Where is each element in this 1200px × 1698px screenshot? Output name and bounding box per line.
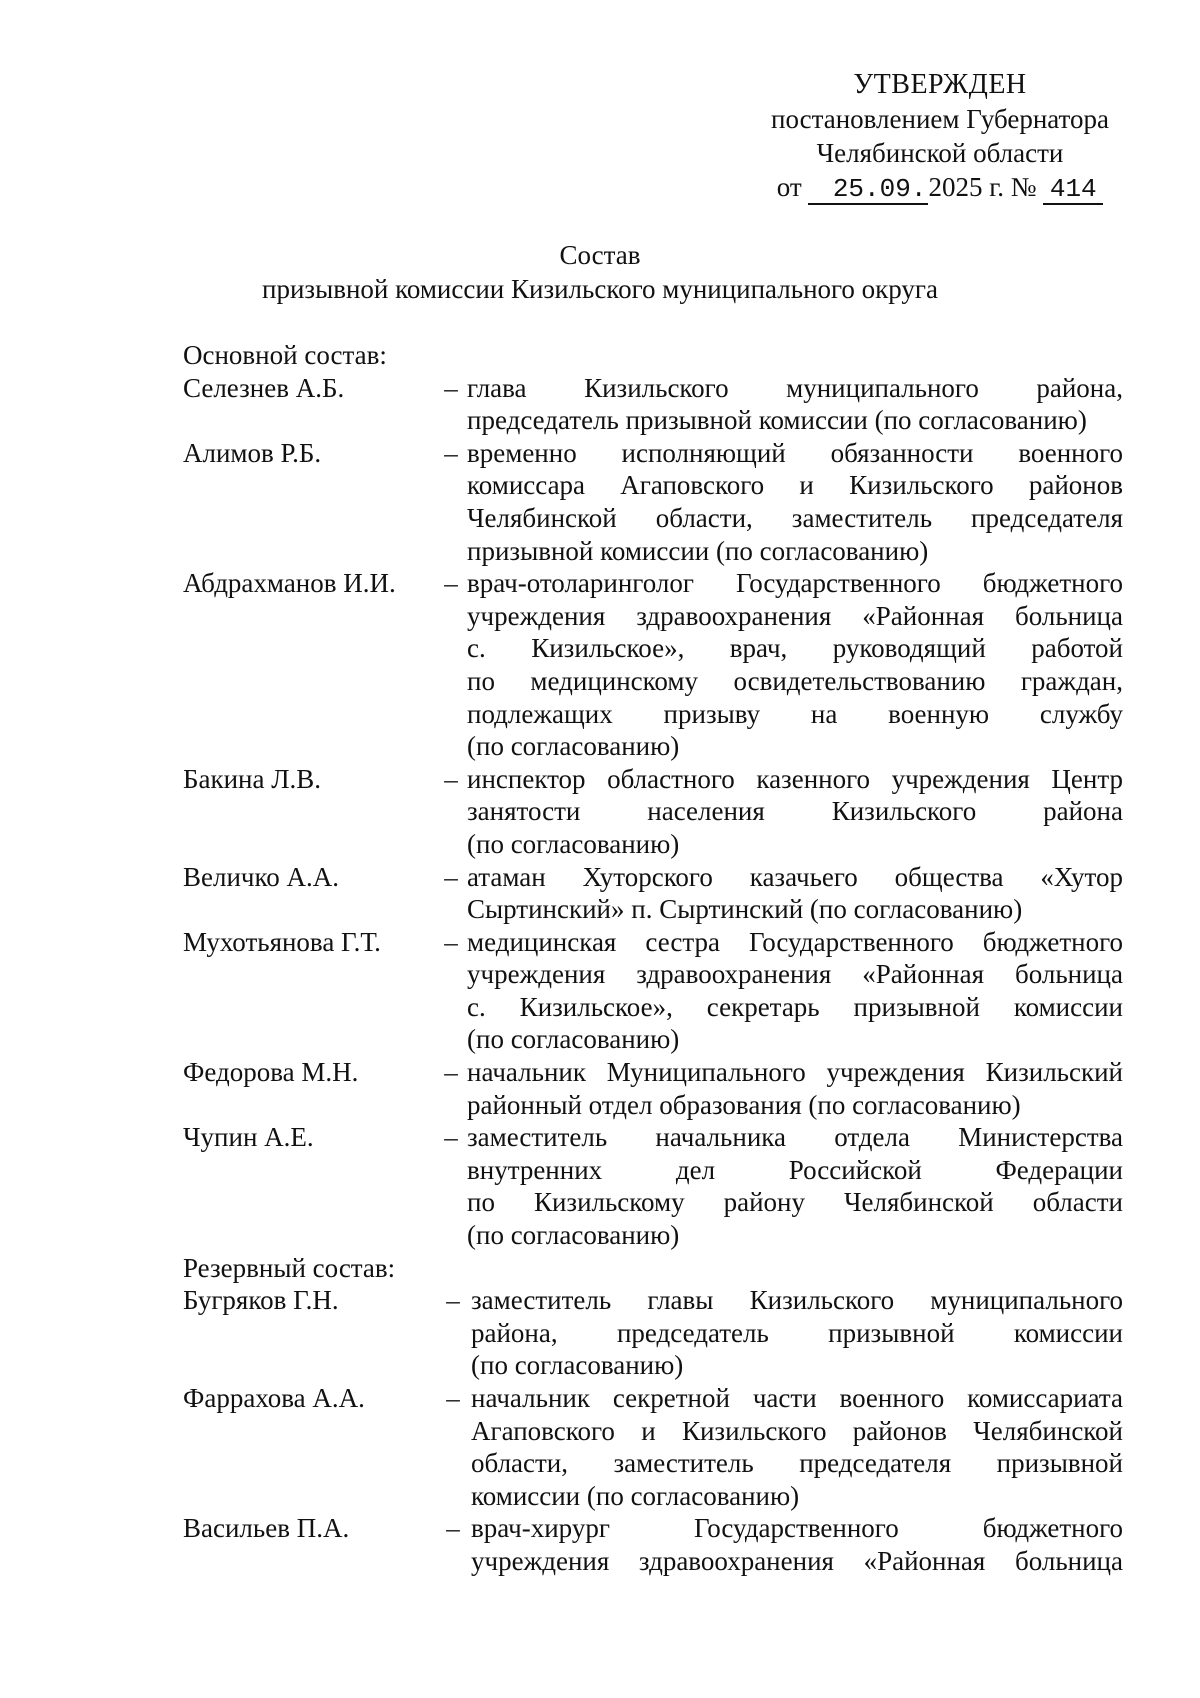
member-dash: –	[444, 568, 458, 599]
commission-list	[183, 339, 1123, 1578]
member-dash: –	[444, 861, 458, 892]
member-position	[467, 437, 1123, 567]
document-subtitle: призывной комиссии Кизильского муниципального округа	[262, 274, 938, 304]
member-name: Абдрахманов И.И.	[183, 568, 396, 599]
member-dash: –	[444, 437, 458, 468]
member-position-line: по Кизильскому району Челябинской области	[467, 1187, 1123, 1218]
member-position-line: начальник секретной части военного комиссариата	[471, 1383, 1123, 1413]
member-position-line: (по согласованию)	[467, 1024, 680, 1055]
member-position	[467, 1056, 1123, 1121]
member-position-line: атаман Хуторского казачьего общества «Хутор	[467, 861, 1123, 892]
member-position-line: по медицинскому освидетельствованию граждан,	[467, 665, 1123, 696]
approval-title: УТВЕРЖДЕН	[853, 69, 1027, 100]
member-position-line: начальник Муниципального учреждения Кизильский	[467, 1057, 1123, 1088]
approval-year-text: 2025 г. №	[928, 172, 1037, 202]
member-position-line: внутренних дел Российской Федерации	[467, 1154, 1123, 1185]
member-name: Алимов Р.Б.	[183, 437, 322, 468]
member-dash: –	[444, 1122, 458, 1153]
member-position	[467, 1121, 1123, 1251]
approval-date-line	[777, 170, 1104, 205]
member-position-line: Агаповского и Кизильского районов Челябинской	[471, 1415, 1123, 1446]
member-position-line: заместитель начальника отдела Министерства	[467, 1122, 1123, 1153]
member-position	[467, 926, 1123, 1056]
approval-line-decree: постановлением Губернатора	[771, 104, 1109, 134]
approval-line-region: Челябинской области	[816, 138, 1064, 168]
member-row	[183, 437, 1123, 567]
member-dash: –	[444, 372, 458, 403]
member-dash: –	[444, 763, 458, 794]
document-title: Состав	[559, 240, 641, 270]
main-section-title: Основной состав:	[183, 340, 387, 370]
member-position-line: области, заместитель председателя призывной	[471, 1448, 1123, 1479]
member-name: Васильев П.А.	[183, 1513, 350, 1544]
member-name: Мухотьянова Г.Т.	[183, 926, 381, 957]
member-position	[471, 1512, 1123, 1577]
member-position-line: с. Кизильское», врач, руководящий работой	[467, 633, 1123, 664]
member-name: Чупин А.Е.	[183, 1122, 314, 1153]
member-position-line: врач-отоларинголог Государственного бюджетного	[467, 568, 1123, 599]
member-position-line: (по согласованию)	[467, 731, 680, 762]
member-dash: –	[446, 1285, 460, 1316]
member-position-line: председатель призывной комиссии (по согласованию)	[467, 405, 1087, 436]
member-position-line: глава Кизильского муниципального района,	[467, 372, 1123, 403]
member-position-line: временно исполняющий обязанности военного	[467, 437, 1123, 468]
member-position	[471, 1382, 1123, 1512]
member-row	[183, 1512, 1123, 1577]
member-position-line: Сыртинский» п. Сыртинский (по согласованию)	[467, 894, 1023, 925]
member-row	[183, 763, 1123, 861]
member-position	[471, 1284, 1123, 1382]
member-position-line: комиссара Агаповского и Кизильского районов	[467, 470, 1123, 501]
member-position-line: инспектор областного казенного учреждения Центр	[467, 763, 1123, 794]
member-position-line: (по согласованию)	[471, 1350, 684, 1381]
member-position-line: занятости населения Кизильского района	[467, 796, 1123, 827]
member-position-line: заместитель главы Кизильского муниципального	[471, 1285, 1123, 1316]
member-row	[183, 861, 1123, 926]
member-name: Федорова М.Н.	[183, 1057, 359, 1088]
member-position	[467, 861, 1123, 926]
member-dash: –	[444, 1057, 458, 1088]
member-position-line: районный отдел образования (по согласованию)	[467, 1089, 1021, 1120]
member-position-line: с. Кизильское», секретарь призывной комиссии	[467, 991, 1123, 1022]
approval-date-value: 25.09.	[808, 175, 928, 205]
member-position	[467, 763, 1123, 861]
member-position-line: медицинская сестра Государственного бюджетного	[467, 926, 1123, 957]
member-position-line: Челябинской области, заместитель председателя	[467, 502, 1123, 533]
member-position-line: подлежащих призыву на военную службу	[467, 698, 1123, 729]
main-members-list	[183, 372, 1123, 1252]
member-row	[183, 926, 1123, 1056]
approval-from-label: от	[776, 172, 802, 202]
member-dash: –	[446, 1513, 460, 1544]
member-dash: –	[446, 1383, 460, 1413]
document-heading	[150, 238, 1050, 306]
member-row	[183, 1284, 1123, 1382]
member-position-line: (по согласованию)	[467, 1220, 680, 1251]
member-position	[467, 372, 1123, 437]
member-position-line: (по согласованию)	[467, 828, 680, 859]
member-name: Бугряков Г.Н.	[183, 1285, 339, 1316]
approval-stamp-block	[740, 68, 1140, 205]
member-row	[183, 1121, 1123, 1251]
member-name: Бакина Л.В.	[183, 763, 322, 794]
member-row	[183, 567, 1123, 763]
member-position-line: района, председатель призывной комиссии	[471, 1317, 1123, 1348]
member-row	[183, 372, 1123, 437]
member-position-line: призывной комиссии (по согласованию)	[467, 535, 929, 566]
approval-number-value: 414	[1043, 175, 1103, 205]
member-position-line: учреждения здравоохранения «Районная больница	[467, 600, 1123, 631]
reserve-section-title: Резервный состав:	[183, 1252, 396, 1283]
member-name: Селезнев А.Б.	[183, 372, 345, 403]
member-dash: –	[444, 926, 458, 957]
member-row	[183, 1382, 1123, 1512]
reserve-members-list	[183, 1284, 1123, 1577]
member-position	[467, 567, 1123, 763]
member-position-line: учреждения здравоохранения «Районная больница	[471, 1545, 1123, 1576]
member-position-line: комиссии (по согласованию)	[471, 1480, 800, 1511]
member-name: Величко А.А.	[183, 861, 339, 892]
member-row	[183, 1056, 1123, 1121]
member-name: Фаррахова А.А.	[183, 1383, 365, 1413]
member-position-line: учреждения здравоохранения «Районная больница	[467, 959, 1123, 990]
member-position-line: врач-хирург Государственного бюджетного	[471, 1513, 1123, 1544]
